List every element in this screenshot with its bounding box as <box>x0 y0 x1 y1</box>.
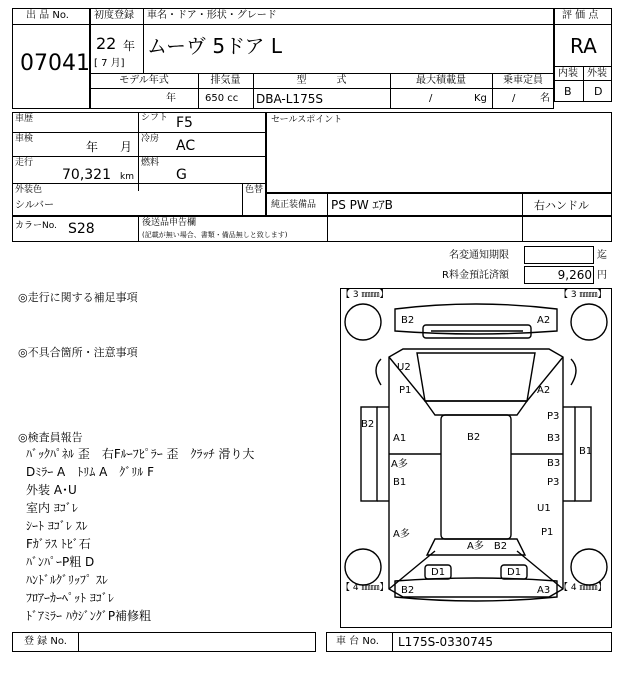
mileage-label: 走行 <box>15 158 34 168</box>
mark-b1-right: B1 <box>579 446 593 457</box>
exterior-value: D <box>594 85 603 98</box>
max-load-value: / <box>429 93 433 104</box>
mark-left-side: B2 <box>361 419 375 430</box>
name-change-box <box>524 246 594 264</box>
aftermarket-label: 後送品申告欄 <box>142 218 197 228</box>
tire-tag-rear-right: 【 4 ㎜㎜】 <box>559 583 607 593</box>
mark-b3-2: B3 <box>547 458 561 469</box>
aftermarket-note: (記載が無い場合、書類・備品無しと致します) <box>142 231 288 239</box>
fuel-value: G <box>176 167 187 183</box>
mark-a-multi-rear-left: A多 <box>393 529 410 540</box>
ext-color-label: 外装色 <box>15 185 43 195</box>
handle-value: 右ハンドル <box>534 199 589 212</box>
mark-u2: U2 <box>397 362 411 373</box>
displacement-value: 650 cc <box>205 93 239 104</box>
first-reg-label: 初度登録 <box>94 10 134 21</box>
displacement-label: 排気量 <box>210 75 241 86</box>
inspector-line: ｼｰﾄ ﾖｺﾞﾚ ｽﾚ <box>26 519 88 533</box>
model-year-label: モデル年式 <box>119 75 169 86</box>
name-change-unit: 迄 <box>597 250 607 261</box>
chassis-label: 車 台 No. <box>336 636 379 647</box>
inspection-label: 車検 <box>15 134 34 144</box>
tire-rear-right <box>571 549 607 585</box>
tire-rear-left <box>345 549 381 585</box>
mark-d1-right: D1 <box>507 567 522 578</box>
capacity-unit: 名 <box>540 93 550 104</box>
interior-value: B <box>564 85 572 98</box>
windshield-shape <box>425 401 527 415</box>
inspector-line: Fｶﾞﾗｽ ﾄﾋﾞ石 <box>26 537 91 551</box>
exterior-label: 外装 <box>587 68 607 79</box>
shift-label: シフト <box>141 113 169 123</box>
lot-number: 07041 <box>20 51 90 76</box>
inspector-line: 室内 ﾖｺﾞﾚ <box>26 501 78 515</box>
lot-label: 出 品 No. <box>26 10 69 21</box>
color-no-value: S28 <box>68 221 95 237</box>
color-no-label: カラーNo. <box>15 221 57 231</box>
damage-diagram <box>340 288 612 628</box>
mileage-unit: km <box>120 172 134 182</box>
mark-roof: B2 <box>467 432 481 443</box>
model-year-value: 年 <box>166 93 176 104</box>
inspector-line: ﾄﾞｱﾐﾗｰ ﾊｳｼﾞﾝｸﾞP補修粗 <box>26 609 152 623</box>
inspector-line: ﾊﾞﾝﾊﾟｰP粗 D <box>26 555 95 569</box>
tire-tag-front-left: 【 3 ㎜㎜】 <box>341 290 389 300</box>
inspector-line: Dﾐﾗｰ A ﾄﾘﾑ A ｸﾞﾘﾙ F <box>26 465 155 479</box>
recycle-value: 9,260 <box>557 268 592 282</box>
equipment-label: 純正装備品 <box>271 200 317 210</box>
inspector-line: ﾊﾝﾄﾞﾙｸﾞﾘｯﾌﾟ ｽﾚ <box>26 573 108 587</box>
car-name: ムーヴ 5ドア L <box>147 34 282 58</box>
mark-p3-bottom: P3 <box>547 477 560 488</box>
defects-title: ◎不具合箇所・注意事項 <box>18 346 138 359</box>
model-label: 型 式 <box>296 75 347 86</box>
sales-point-label: セールスポイント <box>271 115 343 125</box>
model-value: DBA-L175S <box>256 92 323 106</box>
tire-tag-front-right: 【 3 ㎜㎜】 <box>559 290 607 300</box>
inspector-line: ﾌﾛｱｰｶｰﾍﾟｯﾄ ﾖｺﾞﾚ <box>26 591 114 605</box>
fuel-label: 燃料 <box>141 158 160 168</box>
mileage-value: 70,321 <box>62 167 111 183</box>
first-reg-month: [ 7 月] <box>94 58 125 69</box>
inspection-month: 月 <box>120 140 133 154</box>
tire-front-right <box>571 304 607 340</box>
history-label: 車歴 <box>15 114 34 124</box>
mark-rear-bumper-left: B2 <box>401 585 415 596</box>
driving-notes-title: ◎走行に関する補足事項 <box>18 291 138 304</box>
inspector-line: 外装 A･U <box>26 483 77 497</box>
mark-front-bumper-right: A2 <box>537 315 551 326</box>
rating-value: RA <box>570 34 597 58</box>
mark-front-bumper-left: B2 <box>401 315 415 326</box>
mark-a1: A1 <box>393 433 407 444</box>
reg-no-label: 登 録 No. <box>24 636 67 647</box>
max-load-label: 最大積載量 <box>416 75 466 86</box>
front-bumper-shape <box>395 304 557 334</box>
shift-value: F5 <box>176 115 193 131</box>
mark-u1: U1 <box>537 503 551 514</box>
mark-rear-bumper-right: A3 <box>537 585 551 596</box>
equipment-value: PS PW ｴｱB <box>331 198 393 212</box>
inspector-title: ◎検査員報告 <box>18 431 83 444</box>
capacity-value: / <box>512 93 516 104</box>
car-name-label: 車名・ドア・形状・グレード <box>147 10 277 21</box>
name-change-label: 名変通知期限 <box>449 250 509 261</box>
capacity-label: 乗車定員 <box>503 75 543 86</box>
inspection-year: 年 <box>86 140 99 154</box>
mark-p1: P1 <box>399 385 412 396</box>
mark-rear-window: A多 B2 <box>467 541 508 552</box>
chassis-value: L175S-0330745 <box>398 635 493 649</box>
mark-p1-right: P1 <box>541 527 554 538</box>
mark-p3-top: P3 <box>547 411 560 422</box>
ext-color-value: シルバー <box>15 200 55 211</box>
max-load-unit: Kg <box>474 93 487 104</box>
hood-shape <box>417 353 535 401</box>
mark-right-fender: A2 <box>537 385 551 396</box>
interior-label: 内装 <box>558 68 578 79</box>
inspector-line: ﾊﾞｯｸﾊﾟﾈﾙ 歪 右Fﾙｰﾌﾋﾟﾗｰ 歪 ｸﾗｯﾁ 滑り大 <box>26 447 255 461</box>
mark-d1-left: D1 <box>431 567 446 578</box>
year-unit: 年 <box>123 39 136 53</box>
recycle-unit: 円 <box>597 270 607 281</box>
color-change-label: 色替 <box>245 185 264 195</box>
tire-front-left <box>345 304 381 340</box>
mark-a-multi-left: A多 <box>391 459 408 470</box>
recycle-label: R料金預託済額 <box>442 270 509 281</box>
aircon-value: AC <box>176 138 196 154</box>
mark-b1-left: B1 <box>393 477 407 488</box>
first-reg-year: 22 <box>96 34 117 53</box>
mark-b3-1: B3 <box>547 433 561 444</box>
aircon-label: 冷房 <box>141 134 160 144</box>
tire-tag-rear-left: 【 4 ㎜㎜】 <box>341 583 389 593</box>
rating-label: 評 価 点 <box>562 10 599 21</box>
